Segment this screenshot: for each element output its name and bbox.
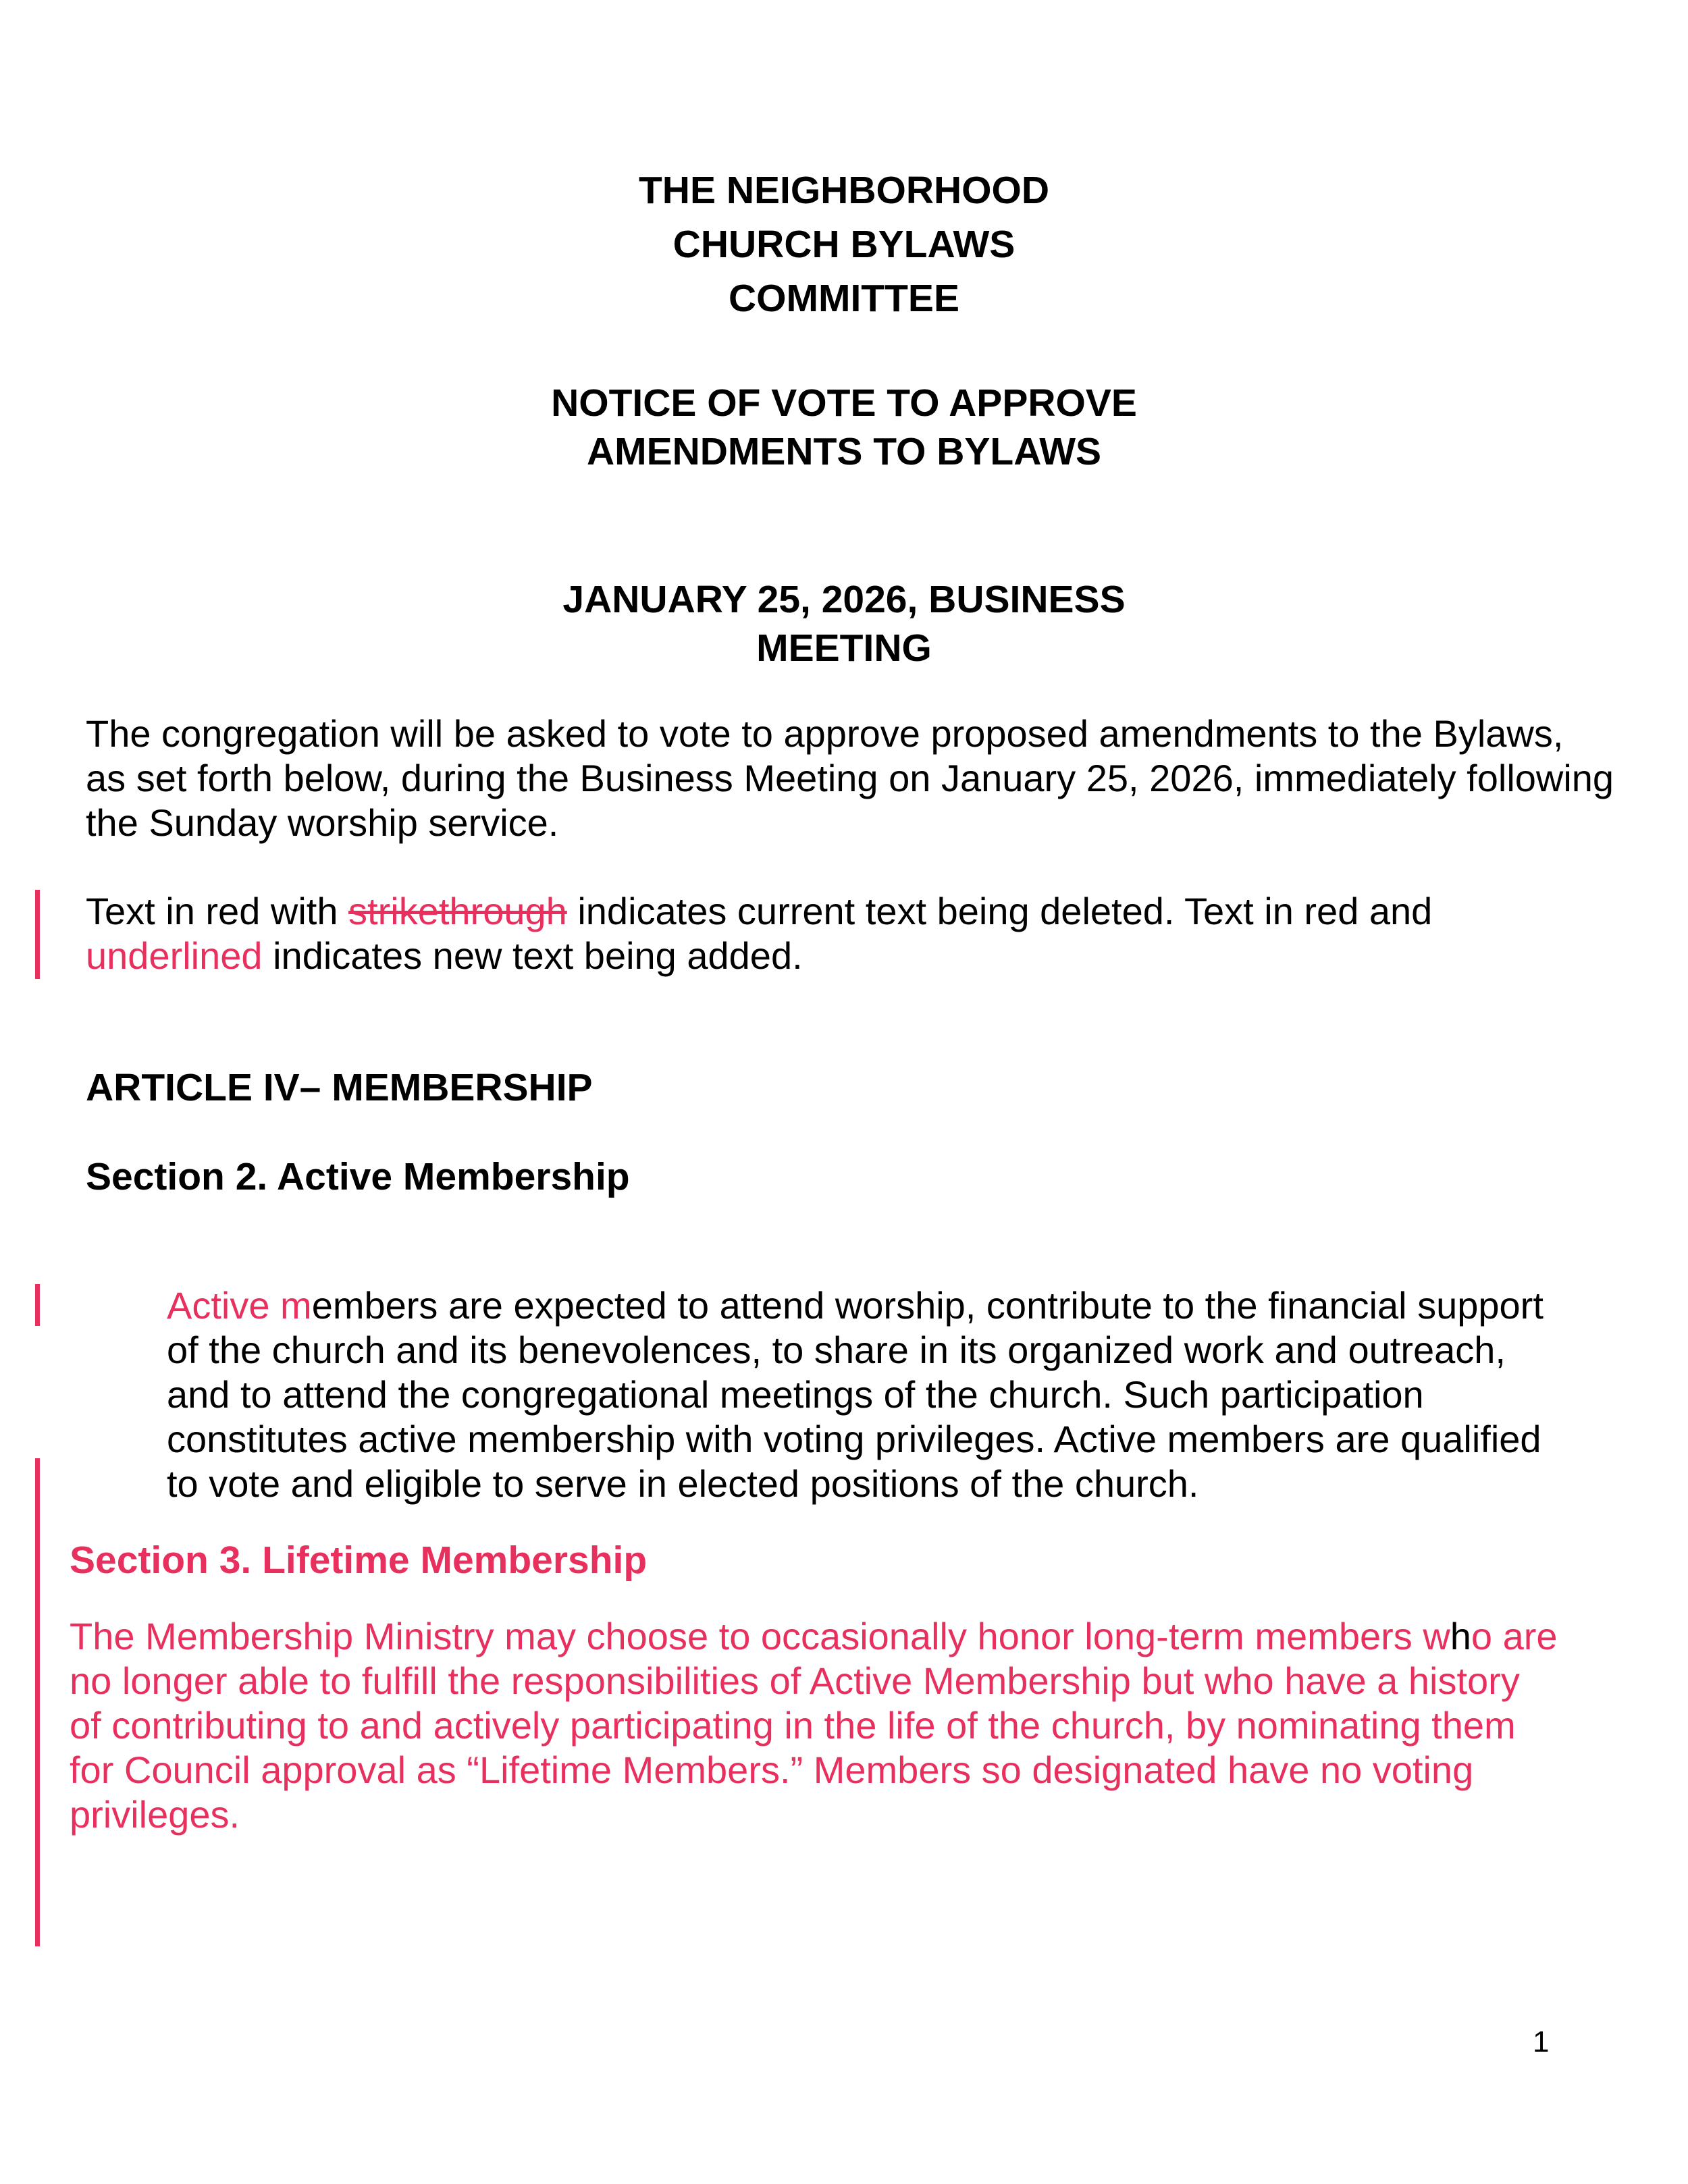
notice-heading	[0, 379, 1688, 476]
section-3-paragraph	[70, 1614, 1558, 1837]
intro-line: the Sunday worship service.	[86, 801, 559, 844]
section-3-text: o are	[1471, 1615, 1558, 1657]
revision-change-bar	[35, 1284, 40, 1326]
underline-example: underlined	[86, 934, 263, 977]
section-3-line: privileges.	[70, 1793, 240, 1836]
notice-line: AMENDMENTS TO BYLAWS	[586, 430, 1102, 473]
page-number: 1	[1533, 2025, 1550, 2058]
meeting-heading	[0, 575, 1688, 672]
notice-line: NOTICE OF VOTE TO APPROVE	[551, 381, 1137, 425]
strikethrough-example: strikethrough	[348, 890, 567, 932]
title-line: CHURCH BYLAWS	[672, 223, 1016, 266]
legend-text: indicates current text being deleted. Text in red and	[566, 890, 1433, 932]
legend-text: Text in red with	[86, 890, 349, 932]
revision-change-bar	[35, 890, 40, 979]
section-3-line: of contributing to and actively participating in the life of the church, by nominating them	[70, 1704, 1516, 1747]
title-line: THE NEIGHBORHOOD	[638, 169, 1050, 212]
legend-text: indicates new text being added.	[262, 934, 803, 977]
section-3-text: The Membership Ministry may choose to occasionally honor long-term members w	[70, 1615, 1450, 1657]
section-3-line: for Council approval as “Lifetime Members.” Members so designated have no voting	[70, 1749, 1474, 1791]
section-2-line	[167, 1283, 1544, 1328]
section-3-heading: Section 3. Lifetime Membership	[70, 1539, 648, 1582]
intro-paragraph	[86, 712, 1614, 845]
section-2-heading: Section 2. Active Membership	[86, 1155, 630, 1198]
section-2-line: to vote and eligible to serve in elected positions of the church.	[167, 1462, 1199, 1505]
document-title	[0, 163, 1688, 325]
section-2-line: constitutes active membership with voting privileges. Active members are qualified	[167, 1418, 1541, 1460]
section-2-line: and to attend the congregational meetings of the church. Such participation	[167, 1373, 1424, 1416]
section-3-line: no longer able to fulfill the responsibilities of Active Membership but who have a history	[70, 1659, 1520, 1702]
legend-line	[86, 934, 1432, 978]
section-2-text: embers are expected to attend worship, contribute to the financial support	[311, 1284, 1544, 1327]
section-2-paragraph	[167, 1283, 1544, 1506]
section-2-line: of the church and its benevolences, to share in its organized work and outreach,	[167, 1329, 1506, 1371]
meeting-line: JANUARY 25, 2026, BUSINESS	[562, 578, 1126, 621]
revision-change-bar	[35, 1458, 40, 1946]
intro-line: The congregation will be asked to vote to approve proposed amendments to the Bylaws,	[86, 712, 1564, 755]
title-line: COMMITTEE	[729, 277, 959, 320]
intro-line: as set forth below, during the Business Meeting on January 25, 2026, immediately following	[86, 757, 1614, 799]
legend-paragraph	[86, 889, 1432, 978]
section-3-line	[70, 1614, 1558, 1659]
legend-line	[86, 889, 1432, 934]
meeting-line: MEETING	[756, 627, 932, 670]
inserted-text: Active m	[167, 1284, 312, 1327]
section-3-text: h	[1450, 1615, 1471, 1657]
article-heading: ARTICLE IV– MEMBERSHIP	[86, 1066, 593, 1109]
